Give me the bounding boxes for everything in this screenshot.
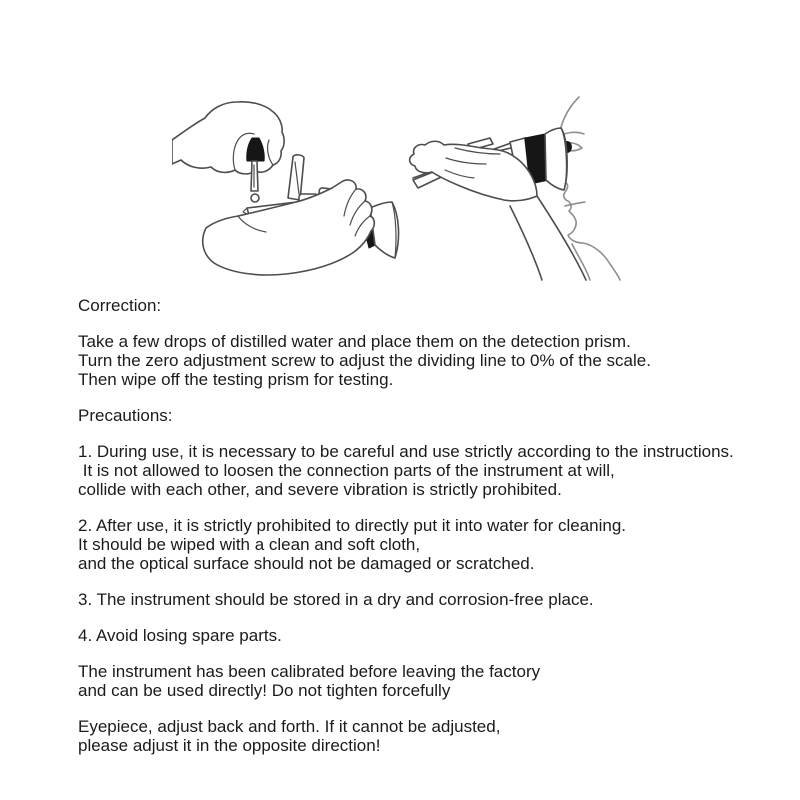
text-line: 4. Avoid losing spare parts. [78,626,282,645]
heading-text: Correction: [78,296,162,315]
precaution-item-3 [78,590,800,609]
neck-line [572,244,590,280]
precaution-item-2 [78,516,800,573]
text-line: 3. The instrument should be stored in a dry and corrosion-free place. [78,590,594,609]
text-line: Eyepiece, adjust back and forth. If it cannot be adjusted, [78,717,501,736]
text-line: 1. During use, it is necessary to be careful and use strictly according to the instructions. [78,442,734,461]
text-line: Then wipe off the testing prism for testing. [78,370,394,389]
mouth [565,202,585,206]
precaution-item-1 [78,442,800,499]
correction-paragraph [78,332,800,389]
correction-heading [78,296,800,315]
forearm [537,196,586,280]
calibration-note [78,662,800,700]
eyepiece-note [78,717,800,755]
instruction-text [78,296,800,772]
text-line: and the optical surface should not be damaged or scratched. [78,554,535,573]
dropper-application-illustration [172,88,407,278]
forearm [510,206,542,280]
precaution-item-4 [78,626,800,645]
text-line: The instrument has been calibrated before leaving the factory [78,662,541,681]
text-line: It should be wiped with a clean and soft cloth, [78,535,421,554]
precautions-heading [78,406,800,425]
text-line: please adjust it in the opposite direction! [78,736,381,755]
heading-text: Precautions: [78,406,173,425]
text-line: Take a few drops of distilled water and place them on the detection prism. [78,332,631,351]
text-line: and can be used directly! Do not tighten forcefully [78,681,451,700]
dropper-hand [172,102,284,174]
eyepiece-viewing-illustration [398,96,633,286]
text-line: Turn the zero adjustment screw to adjust the dividing line to 0% of the scale. [78,351,651,370]
text-line: collide with each other, and severe vibration is strictly prohibited. [78,480,562,499]
text-line: 2. After use, it is strictly prohibited to directly put it into water for cleaning. [78,516,627,535]
water-droplet [251,194,259,202]
text-line: It is not allowed to loosen the connection parts of the instrument at will, [78,461,615,480]
